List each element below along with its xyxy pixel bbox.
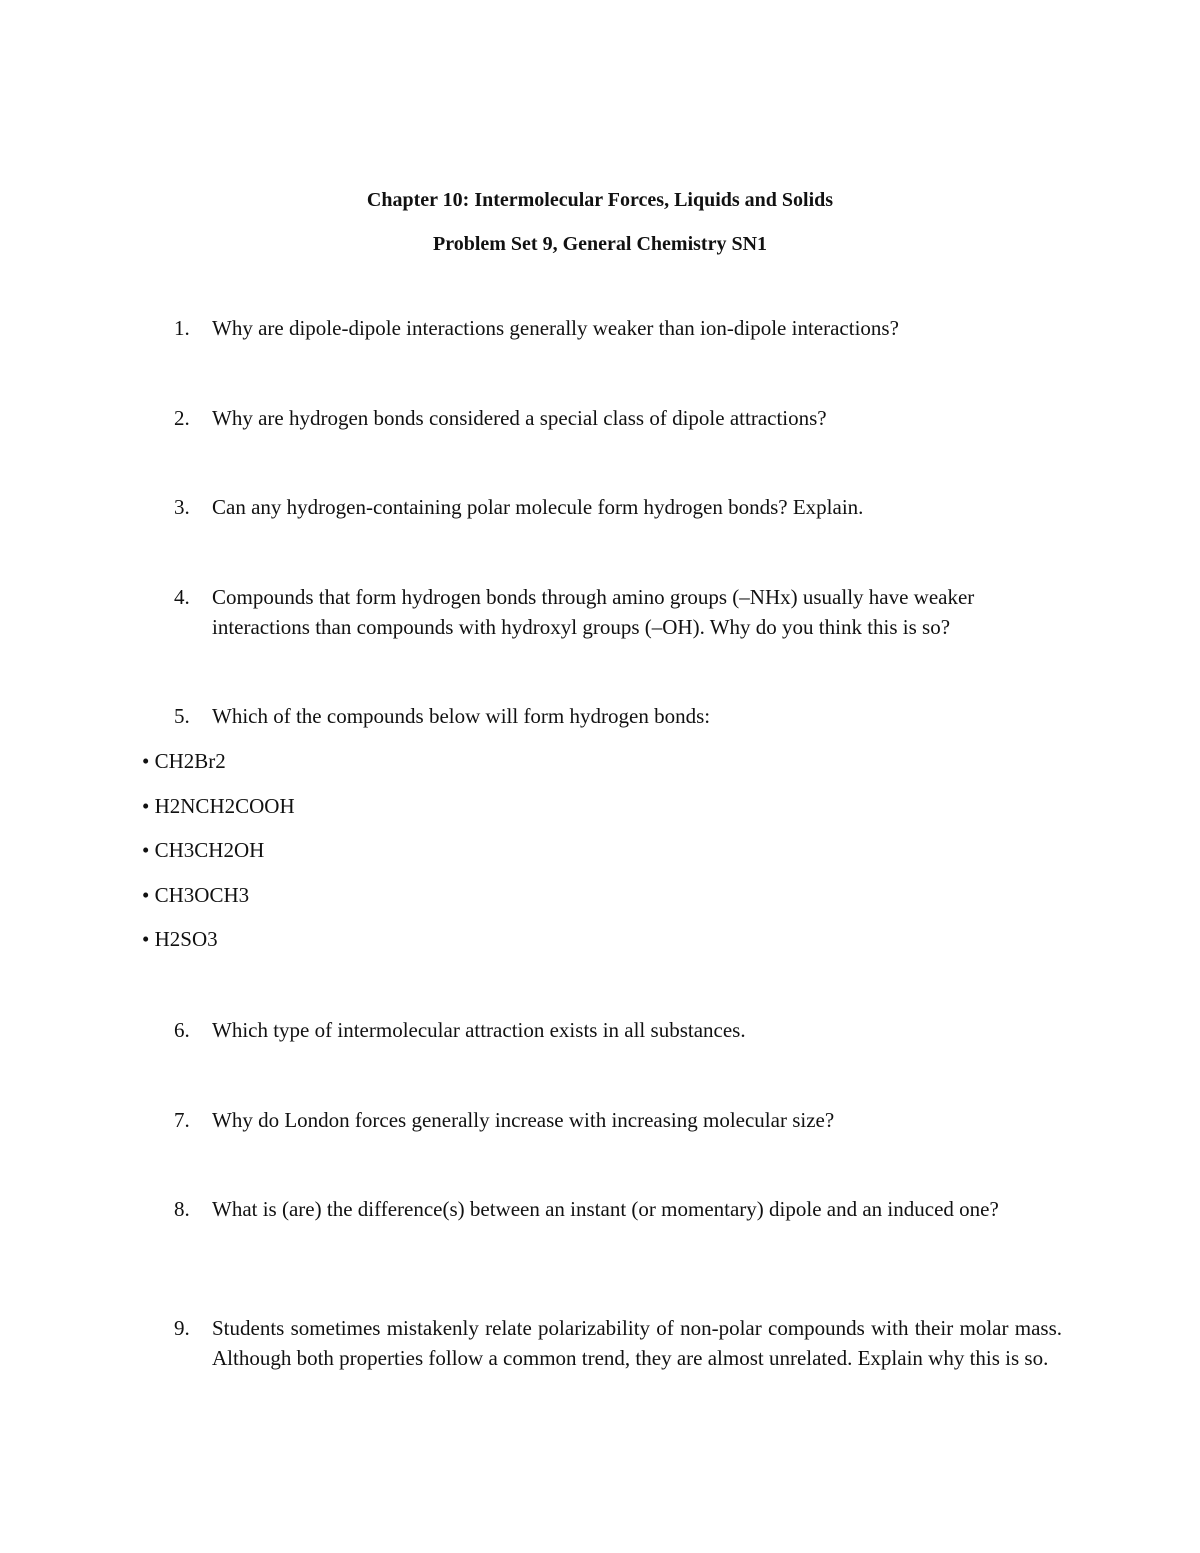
question-text: What is (are) the difference(s) between an instant (or momentary) dipole and an induced one? (212, 1197, 999, 1221)
document-title: Chapter 10: Intermolecular Forces, Liquids and Solids (366, 189, 834, 211)
compound-item: • H2NCH2COOH (142, 794, 295, 818)
question-number: 3. (174, 495, 190, 519)
question-text: Why do London forces generally increase with increasing molecular size? (212, 1108, 835, 1132)
question-number: 4. (174, 585, 190, 609)
compound-item: • CH3OCH3 (142, 883, 250, 907)
document-subtitle: Problem Set 9, General Chemistry SN1 (432, 233, 768, 255)
question-number: 2. (174, 406, 190, 430)
compound-item: • CH3CH2OH (142, 838, 265, 862)
question-number: 8. (174, 1197, 190, 1221)
question-number: 1. (174, 316, 190, 340)
compound-item: • H2SO3 (142, 927, 218, 951)
question-number: 9. (174, 1316, 190, 1340)
question-text: Students sometimes mistakenly relate polarizability of non-polar compounds with their molar mass. Although both properties follow a common trend, they are almost unrelated. Explain why this is so. (212, 1316, 1062, 1370)
question-text: Compounds that form hydrogen bonds through amino groups (–NHx) usually have weaker interactions than compounds with hydroxyl groups (–OH). Why do you think this is so? (212, 585, 975, 639)
question-number: 5. (174, 704, 190, 728)
question-text: Which of the compounds below will form hydrogen bonds: (212, 704, 711, 728)
question-text: Can any hydrogen-containing polar molecule form hydrogen bonds? Explain. (212, 495, 864, 519)
question-text: Which type of intermolecular attraction exists in all substances. (212, 1018, 746, 1042)
compound-item: • CH2Br2 (142, 749, 226, 773)
question-number: 6. (174, 1018, 190, 1042)
question-text: Why are hydrogen bonds considered a special class of dipole attractions? (212, 406, 827, 430)
question-text: Why are dipole-dipole interactions generally weaker than ion-dipole interactions? (212, 316, 899, 340)
question-number: 7. (174, 1108, 190, 1132)
